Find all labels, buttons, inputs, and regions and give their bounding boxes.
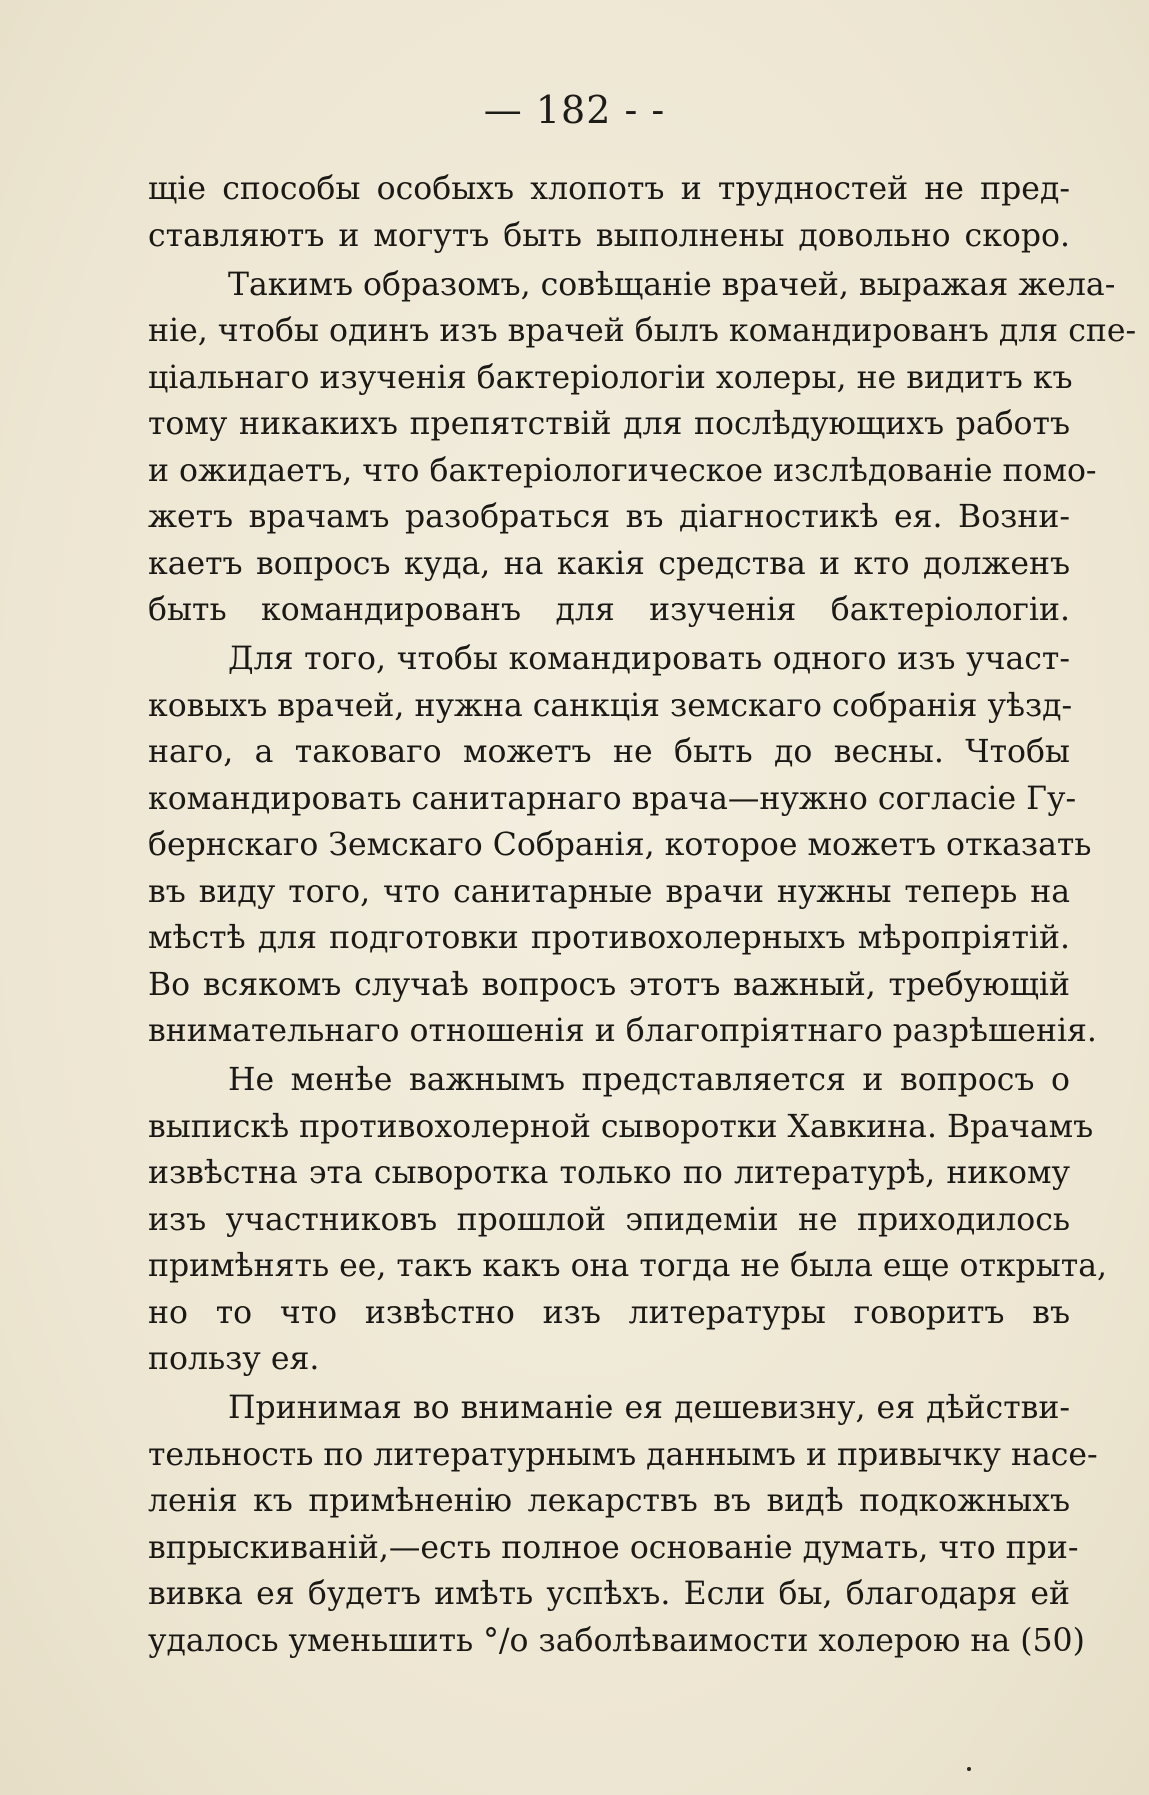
text-line: Такимъ образомъ, совѣщаніе врачей, выражая жела- (228, 266, 1116, 303)
paper-speck (967, 1767, 971, 1771)
text-line: выпискѣ противохолерной сыворотки Хавкина. Врачамъ (148, 1108, 1094, 1145)
text-line: щіе способы особыхъ хлопотъ и трудностей не пред- (148, 171, 1070, 207)
text-line: ленія къ примѣненію лекарствъ въ видѣ подкожныхъ (148, 1483, 1070, 1519)
text-line: удалось уменьшить °/o заболѣваимости холерою на (50) (148, 1622, 1085, 1659)
text-line: ковыхъ врачей, нужна санкція земскаго собранія уѣзд- (148, 687, 1073, 724)
text-line: ставляютъ и могутъ быть выполнены довольно скоро. (148, 217, 1070, 254)
text-line: примѣнять ее, такъ какъ она тогда не была еще открыта, (148, 1248, 1108, 1284)
text-line: ніе, чтобы одинъ изъ врачей былъ командированъ для спе- (148, 313, 1137, 349)
text-line: Не менѣе важнымъ представляется и вопросъ о (228, 1062, 1070, 1098)
text-line: Принимая во вниманіе ея дешевизну, ея дѣйстви- (228, 1390, 1070, 1426)
text-line: командировать санитарнаго врача—нужно согласіе Гу- (148, 780, 1077, 817)
text-line: бернскаго Земскаго Собранія, которое можетъ отказать (148, 827, 1092, 863)
paragraph (148, 166, 1070, 259)
text-line: въ виду того, что санитарные врачи нужны теперь на (148, 873, 1070, 910)
text-line: вивка ея будетъ имѣть успѣхъ. Если бы, благодаря ей (148, 1576, 1070, 1612)
paragraph (148, 636, 1097, 1055)
text-line: Во всякомъ случаѣ вопросъ этотъ важный, требующій (148, 966, 1070, 1003)
text-line: ціальнаго изученія бактеріологіи холеры, не видитъ къ (148, 359, 1073, 396)
paragraph (148, 1385, 1098, 1664)
paragraph (148, 262, 1137, 634)
text-line: пользу ея. (148, 1341, 320, 1377)
text-line: наго, а таковаго можетъ не быть до весны. Чтобы (148, 734, 1070, 770)
text-line: Для того, чтобы командировать одного изъ участ- (228, 641, 1070, 677)
text-line: впрыскиваній,—есть полное основаніе думать, что при- (148, 1529, 1079, 1566)
text-line: жетъ врачамъ разобраться въ діагностикѣ ея. Возни- (148, 499, 1070, 535)
text-line: извѣстна эта сыворотка только по литературѣ, никому (148, 1155, 1070, 1191)
text-line: и ожидаетъ, что бактеріологическое изслѣдованіе помо- (148, 452, 1097, 489)
text-line: быть командированъ для изученія бактеріологіи. (148, 592, 1070, 628)
text-line: внимательнаго отношенія и благопріятнаго разрѣшенія. (148, 1013, 1097, 1049)
text-line: изъ участниковъ прошлой эпидеміи не приходилось (148, 1201, 1070, 1238)
text-line: тельность по литературнымъ даннымъ и привычку насе- (148, 1436, 1098, 1473)
text-line: мѣстѣ для подготовки противохолерныхъ мѣропріятій. (148, 920, 1070, 956)
page-number: — 182 - - (483, 88, 666, 132)
text-line: тому никакихъ препятствій для послѣдующихъ работъ (148, 406, 1070, 442)
paragraph (148, 1057, 1108, 1383)
text-line: каетъ вопросъ куда, на какія средства и кто долженъ (148, 545, 1070, 582)
text-line: но то что извѣстно изъ литературы говоритъ въ (148, 1294, 1070, 1331)
body-text (148, 166, 1137, 1664)
